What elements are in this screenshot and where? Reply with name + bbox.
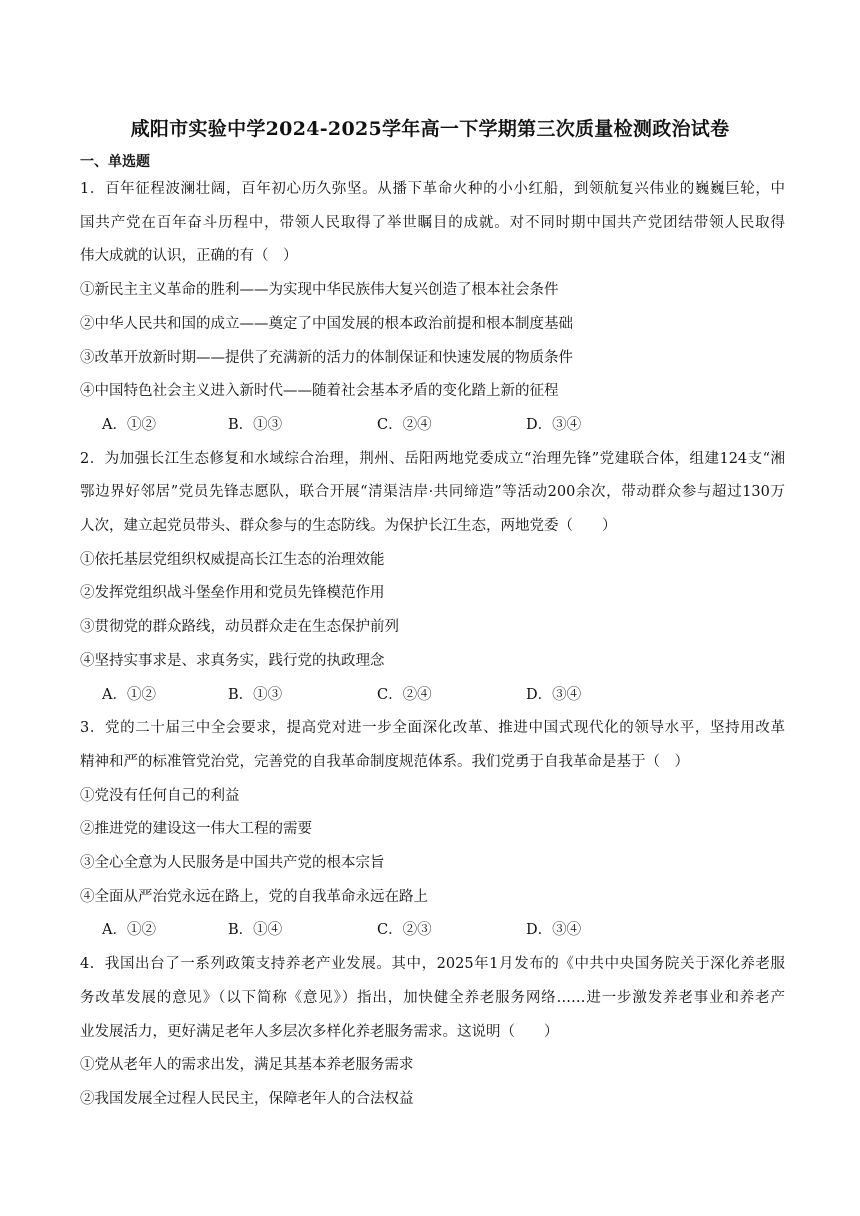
question-3-stem-line: 3．党的二十届三中全会要求，提高党对进一步全面深化改革、推进中国式现代化的领导水平，坚持用改革	[80, 720, 785, 737]
question-3-option[interactable]: A．①②	[102, 922, 156, 939]
question-1-statement: ④中国特色社会主义进入新时代——随着社会基本矛盾的变化踏上新的征程	[80, 383, 559, 400]
question-2-stem-line: 人次，建立起党员带头、群众参与的生态防线。为保护长江生态，两地党委（ ）	[80, 518, 617, 534]
question-3-option[interactable]: D．③④	[526, 922, 582, 939]
page-title: 咸阳市实验中学2024-2025学年高一下学期第三次质量检测政治试卷	[130, 118, 730, 140]
question-4-stem-line: 4．我国出台了一系列政策支持养老产业发展。其中，2025年1月发布的《中共中央国务院关于深化养老服	[80, 956, 785, 973]
question-2-statement: ①依托基层党组织权威提高长江生态的治理效能	[80, 551, 385, 568]
question-2-statement: ③贯彻党的群众路线，动员群众走在生态保护前列	[80, 619, 399, 636]
question-1-option[interactable]: C．②④	[377, 416, 432, 433]
question-2-stem-line: 鄂边界好邻居”党员先锋志愿队，联合开展“清渠洁岸·共同缔造”等活动200余次，带动群众参与超过130万	[80, 484, 785, 501]
question-1-statement: ①新民主主义革命的胜利——为实现中华民族伟大复兴创造了根本社会条件	[80, 282, 559, 299]
question-1-stem-line: 国共产党在百年奋斗历程中，带领人民取得了举世瞩目的成就。对不同时期中国共产党团结带领人民取得	[80, 214, 785, 231]
section-heading: 一、单选题	[80, 154, 150, 170]
question-3-statement: ①党没有任何自己的利益	[80, 787, 240, 804]
question-2-option[interactable]: A．①②	[102, 686, 156, 703]
question-4-stem-line: 务改革发展的意见》（以下简称《意见》）指出，加快健全养老服务网络……进一步激发养老事业和养老产	[80, 989, 785, 1006]
question-4-stem-line: 业发展活力，更好满足老年人多层次多样化养老服务需求。这说明（ ）	[80, 1023, 559, 1040]
question-2-stem-line: 2．为加强长江生态修复和水域综合治理，荆州、岳阳两地党委成立“治理先锋”党建联合体，组建124支“湘	[80, 450, 785, 467]
question-3-option[interactable]: C．②③	[377, 922, 432, 939]
question-3-statement: ③全心全意为人民服务是中国共产党的根本宗旨	[80, 855, 385, 871]
question-2-option[interactable]: C．②④	[377, 686, 432, 703]
question-2-option[interactable]: B．①③	[228, 686, 283, 703]
question-3-stem-line: 精神和严的标准管党治党，完善党的自我革命制度规范体系。我们党勇于自我革命是基于（ ）	[80, 753, 689, 770]
question-2-statement: ④坚持实事求是、求真务实，践行党的执政理念	[80, 652, 385, 669]
question-2-option[interactable]: D．③④	[526, 686, 582, 703]
question-1-statement: ②中华人民共和国的成立——奠定了中国发展的根本政治前提和根本制度基础	[80, 315, 573, 332]
question-1-option[interactable]: D．③④	[526, 416, 582, 433]
question-1-option[interactable]: B．①③	[228, 416, 283, 433]
question-1-statement: ③改革开放新时期——提供了充满新的活力的体制保证和快速发展的物质条件	[80, 349, 573, 366]
question-4-statement: ①党从老年人的需求出发，满足其基本养老服务需求	[80, 1057, 414, 1074]
question-1-stem-line: 1．百年征程波澜壮阔，百年初心历久弥坚。从播下革命火种的小小红船，到领航复兴伟业的巍巍巨轮，中	[80, 181, 785, 197]
question-1-stem-line: 伟大成就的认识，正确的有（ ）	[80, 248, 298, 265]
question-4-statement: ②我国发展全过程人民民主，保障老年人的合法权益	[80, 1090, 414, 1107]
question-3-statement: ②推进党的建设这一伟大工程的需要	[80, 821, 312, 838]
question-3-statement: ④全面从严治党永远在路上，党的自我革命永远在路上	[80, 888, 428, 905]
question-1-option[interactable]: A．①②	[102, 416, 156, 433]
question-3-option[interactable]: B．①④	[228, 922, 283, 939]
question-2-statement: ②发挥党组织战斗堡垒作用和党员先锋模范作用	[80, 585, 385, 602]
